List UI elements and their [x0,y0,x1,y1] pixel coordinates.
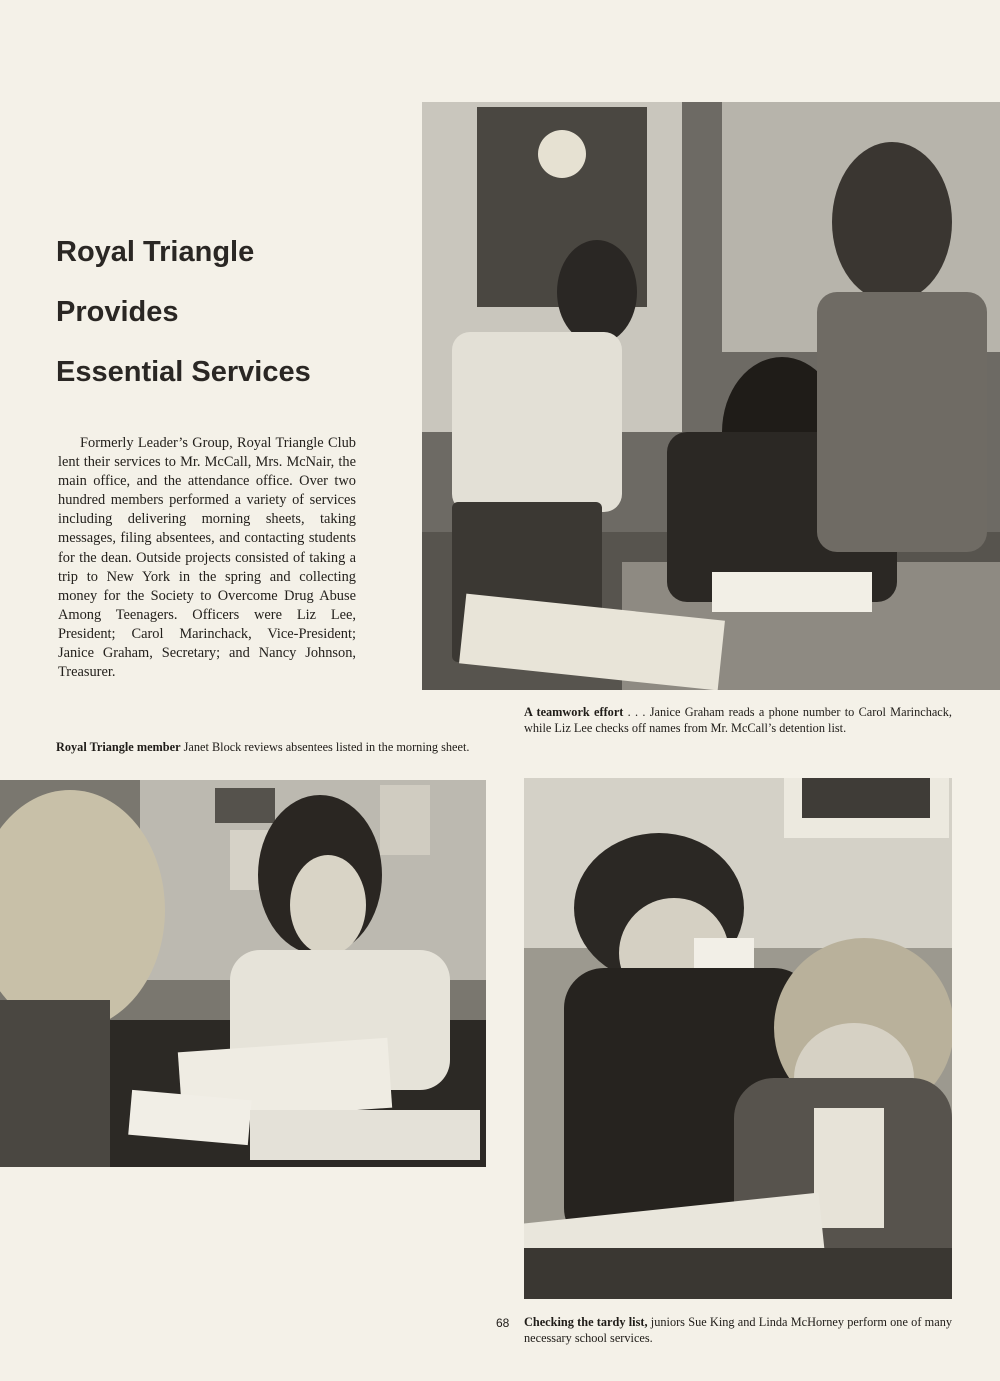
caption-text: juniors Sue King and Linda McHorney perform one of many necessary school services. [524,1315,952,1345]
article-body: Formerly Leader’s Group, Royal Triangle Club lent their services to Mr. McCall, Mrs. McNair, the main office, and the attendance office. Over two hundred members performed a variety of services including delivering morning sheets, taking messages, filing absentees, and contacting students for the dean. Outside projects consisted of taking a trip to New York in the spring and collecting money for the Society to Overcome Drug Abuse Among Teenagers. Officers were Liz Lee, President; Carol Marinchack, Vice-President; Janice Graham, Secretary; and Nancy Johnson, Treasurer. [58,435,356,681]
page-number: 68 [496,1316,510,1330]
headline-line: Royal Triangle [56,236,255,268]
headline-line: Essential Services [56,356,311,388]
caption-text: Janet Block reviews absentees listed in the morning sheet. [180,740,470,754]
caption-lead: A teamwork effort [524,705,624,719]
teamwork-caption [524,704,952,736]
caption-lead: Royal Triangle member [56,740,181,754]
janet-block-photo [0,780,486,1167]
headline-line: Provides [56,296,179,328]
janet-block-caption [56,739,480,755]
caption-text: . . . Janice Graham reads a phone number to Carol Marinchack, while Liz Lee checks off names from Mr. McCall’s detention list. [524,705,952,735]
caption-lead: Checking the tardy list, [524,1315,648,1329]
tardy-list-caption [524,1314,952,1346]
tardy-list-photo [524,778,952,1299]
article-headline [56,222,386,402]
teamwork-photo [422,102,1000,690]
